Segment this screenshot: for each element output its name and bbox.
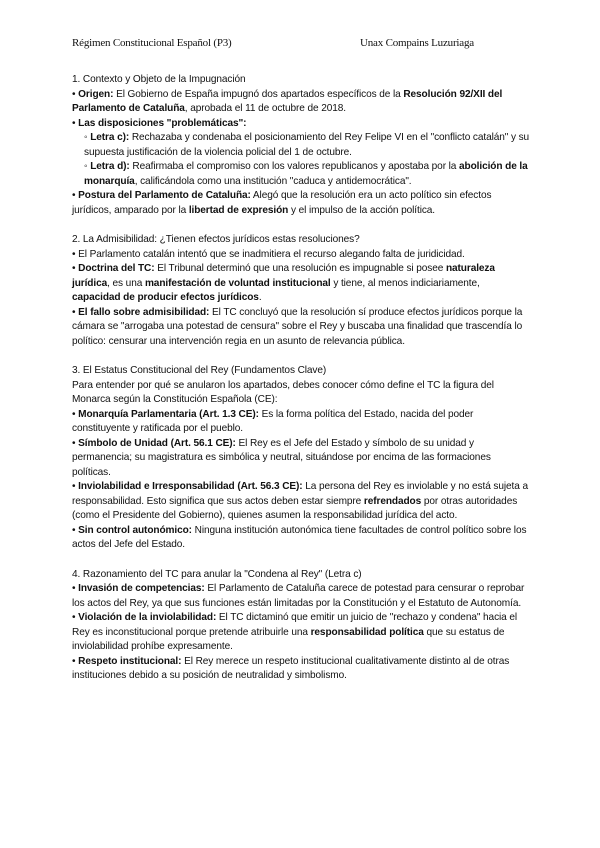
section-context [72,73,530,218]
list-item: • Origen: El Gobierno de España impugnó dos apartados específicos de la Resolución 92/XII del Parlamento de Cataluña, aprobada el 11 de octubre de 2018. [72,88,503,114]
section-intro: Para entender por qué se anularon los apartados, debes conocer cómo define el TC la figura del Monarca según la Constitución Española (CE): [72,379,494,405]
list-item: • Respeto institucional: El Rey merece un respeto institucional cualitativamente distinto al de otras instituciones debido a su posición de neutralidad y simbolismo. [72,655,510,681]
section-tc-reasoning [72,568,530,684]
section-heading: 2. La Admisibilidad: ¿Tienen efectos jurídicos estas resoluciones? [72,234,360,245]
list-item: • Violación de la inviolabilidad: El TC dictaminó que emitir un juicio de "rechazo y condena" hacia el Rey es inconstitucional porque pretende atribuirle una responsabilidad política que su estatus de inviolabilidad prohíbe expresamente. [72,612,518,652]
list-item: • El fallo sobre admisibilidad: El TC concluyó que la resolución sí produce efectos jurídicos porque la cámara se "arrogaba una potestad de censura" sobre el Rey y buscaba una finalidad que trascendía lo político: censurar una intervención regia en un asunto de relevancia pública. [72,306,523,347]
list-item: • Las disposiciones "problemáticas": [72,117,247,129]
list-item: • Inviolabilidad e Irresponsabilidad (Art. 56.3 CE): La persona del Rey es inviolable y no está sujeta a responsabilidad. Esto significa que sus actos deben estar siempre refrendados por otras autoridades (como el Presidente del Gobierno), quienes asumen la responsabilidad jurídica del acto. [72,481,528,521]
section-heading: 4. Razonamiento del TC para anular la "Condena al Rey" (Letra c) [72,568,362,580]
header-course-title: Régimen Constitucional Español (P3) [72,37,232,49]
section-admissibility [72,233,530,349]
list-item: • Doctrina del TC: El Tribunal determinó que una resolución es impugnable si posee naturaleza jurídica, es una manifestación de voluntad institucional y tiene, al menos indiciariamente, capacidad de producir efectos jurídicos. [72,263,495,303]
list-subitem: ◦ Letra d): Reafirmaba el compromiso con los valores republicanos y apostaba por la abolición de la monarquía, calificándola como una institución "caduca y antidemocrática". [84,161,528,187]
section-king-status [72,364,530,553]
section-heading: 1. Contexto y Objeto de la Impugnación [72,74,246,85]
list-item: • Monarquía Parlamentaria (Art. 1.3 CE): Es la forma política del Estado, nacida del poder constituyente y ratificada por el pueblo. [72,408,474,434]
document-body [72,73,530,699]
header-author-name: Unax Compains Luzuriaga [360,37,474,49]
list-item: • Sin control autonómico: Ninguna institución autonómica tiene facultades de control político sobre los actos del Jefe del Estado. [72,524,527,550]
list-item: • Símbolo de Unidad (Art. 56.1 CE): El Rey es el Jefe del Estado y símbolo de su unidad y permanencia; su magistratura es simbólica y neutral, situándose por encima de las formaciones políticas. [72,437,491,478]
section-heading: 3. El Estatus Constitucional del Rey (Fundamentos Clave) [72,365,327,376]
list-item: • Invasión de competencias: El Parlamento de Cataluña carece de potestad para censurar o reprobar los actos del Rey, ya que sus funciones están limitadas por la Constitución y el Estatuto de Autonomía. [72,583,525,609]
list-item: • El Parlamento catalán intentó que se inadmitiera el recurso alegando falta de juridicidad. [72,248,465,260]
list-subitem: ◦ Letra c): Rechazaba y condenaba el posicionamiento del Rey Felipe VI en el "conflicto catalán" y su supuesta justificación de la violencia policial del 1 de octubre. [84,132,530,158]
list-item: • Postura del Parlamento de Cataluña: Alegó que la resolución era un acto político sin efectos jurídicos, amparado por la libertad de expresión y el impulso de la acción política. [72,190,492,216]
